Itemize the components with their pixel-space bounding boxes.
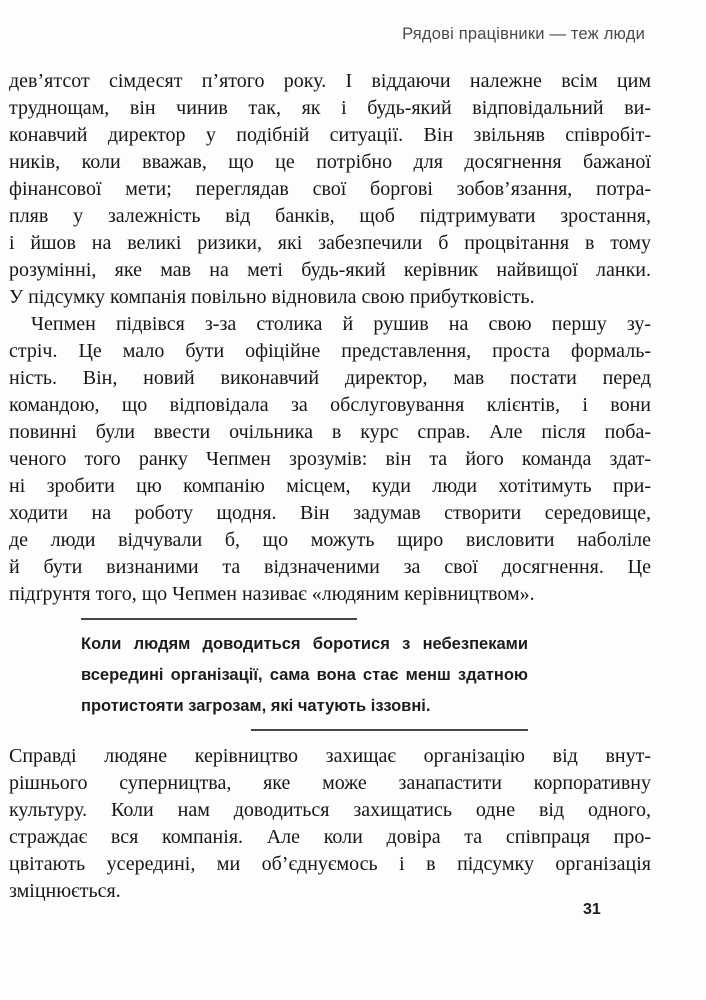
text-line: труднощам, він чинив так, як і будь-який відповідальний ви- [9, 97, 651, 119]
text-line: командою, що відповідала за обслуговування клієнтів, і вони [9, 394, 651, 416]
text-line: й бути визнаними та відзначеними за свої досягнення. Це [9, 556, 651, 578]
text-line: розумінні, яке мав на меті будь-який керівник найвищої ланки. [9, 259, 651, 281]
pull-quote-text [81, 629, 528, 722]
pull-quote [81, 618, 528, 731]
paragraphs-after-quote [9, 743, 651, 905]
paragraph [9, 311, 651, 608]
text-line: рішнього суперництва, яке може занапастити корпоративну [9, 772, 651, 794]
paragraphs-before-quote [9, 68, 651, 608]
text-line: культуру. Коли нам доводиться захищатись одне від одного, [9, 799, 651, 821]
text-line: У підсумку компанія повільно відновила свою прибутковість. [9, 286, 535, 308]
paragraph [9, 743, 651, 905]
text-line: Чепмен підвівся з-за столика й рушив на свою першу зу- [31, 313, 651, 335]
text-line: дев’ятсот сімдесят п’ятого року. І віддаючи належне всім цим [9, 70, 651, 92]
body-text [9, 68, 651, 905]
text-line: стріч. Це мало бути офіційне представлення, проста формаль- [9, 340, 651, 362]
text-line: зміцнюється. [9, 880, 121, 902]
text-line: ченого того ранку Чепмен зрозумів: він та його команда здат- [9, 448, 651, 470]
text-line: цвітають усередині, ми об’єднуємось і в підсумку організація [9, 853, 651, 875]
text-line: де люди відчували б, що можуть щиро висловити наболіле [9, 529, 651, 551]
text-line: Коли людям доводиться боротися з небезпеками [81, 635, 528, 653]
running-head: Рядові працівники — теж люди [402, 25, 645, 43]
text-line: пляв у залежність від банків, щоб підтримувати зростання, [9, 205, 651, 227]
text-line: ників, коли вважав, що це потрібно для досягнення бажаної [9, 151, 651, 173]
text-line: конавчий директор у подібній ситуації. Він звільняв співробіт- [9, 124, 651, 146]
text-line: страждає вся компанія. Але коли довіра та співпраця про- [9, 826, 651, 848]
text-line: і йшов на великі ризики, які забезпечили б процвітання в тому [9, 232, 651, 254]
text-line: повинні були ввести очільника в курс справ. Але після поба- [9, 421, 651, 443]
text-line: підґрунтя того, що Чепмен називає «людяним керівництвом». [9, 583, 535, 605]
text-line: ність. Він, новий виконавчий директор, мав постати перед [9, 367, 651, 389]
text-line: протистояти загрозам, які чатують іззовні. [81, 697, 431, 715]
quote-rule-bottom [251, 729, 528, 731]
quote-rule-top [81, 618, 357, 620]
paragraph [9, 68, 651, 311]
page-number: 31 [583, 901, 601, 918]
text-line: всередині організації, сама вона стає менш здатною [81, 666, 528, 684]
text-line: ходити на роботу щодня. Він задумав створити середовище, [9, 502, 651, 524]
text-line: Справді людяне керівництво захищає організацію від внут- [9, 745, 651, 767]
text-line: ні зробити цю компанію місцем, куди люди хотітимуть при- [9, 475, 651, 497]
text-line: фінансової мети; переглядав свої боргові зобов’язання, потра- [9, 178, 651, 200]
